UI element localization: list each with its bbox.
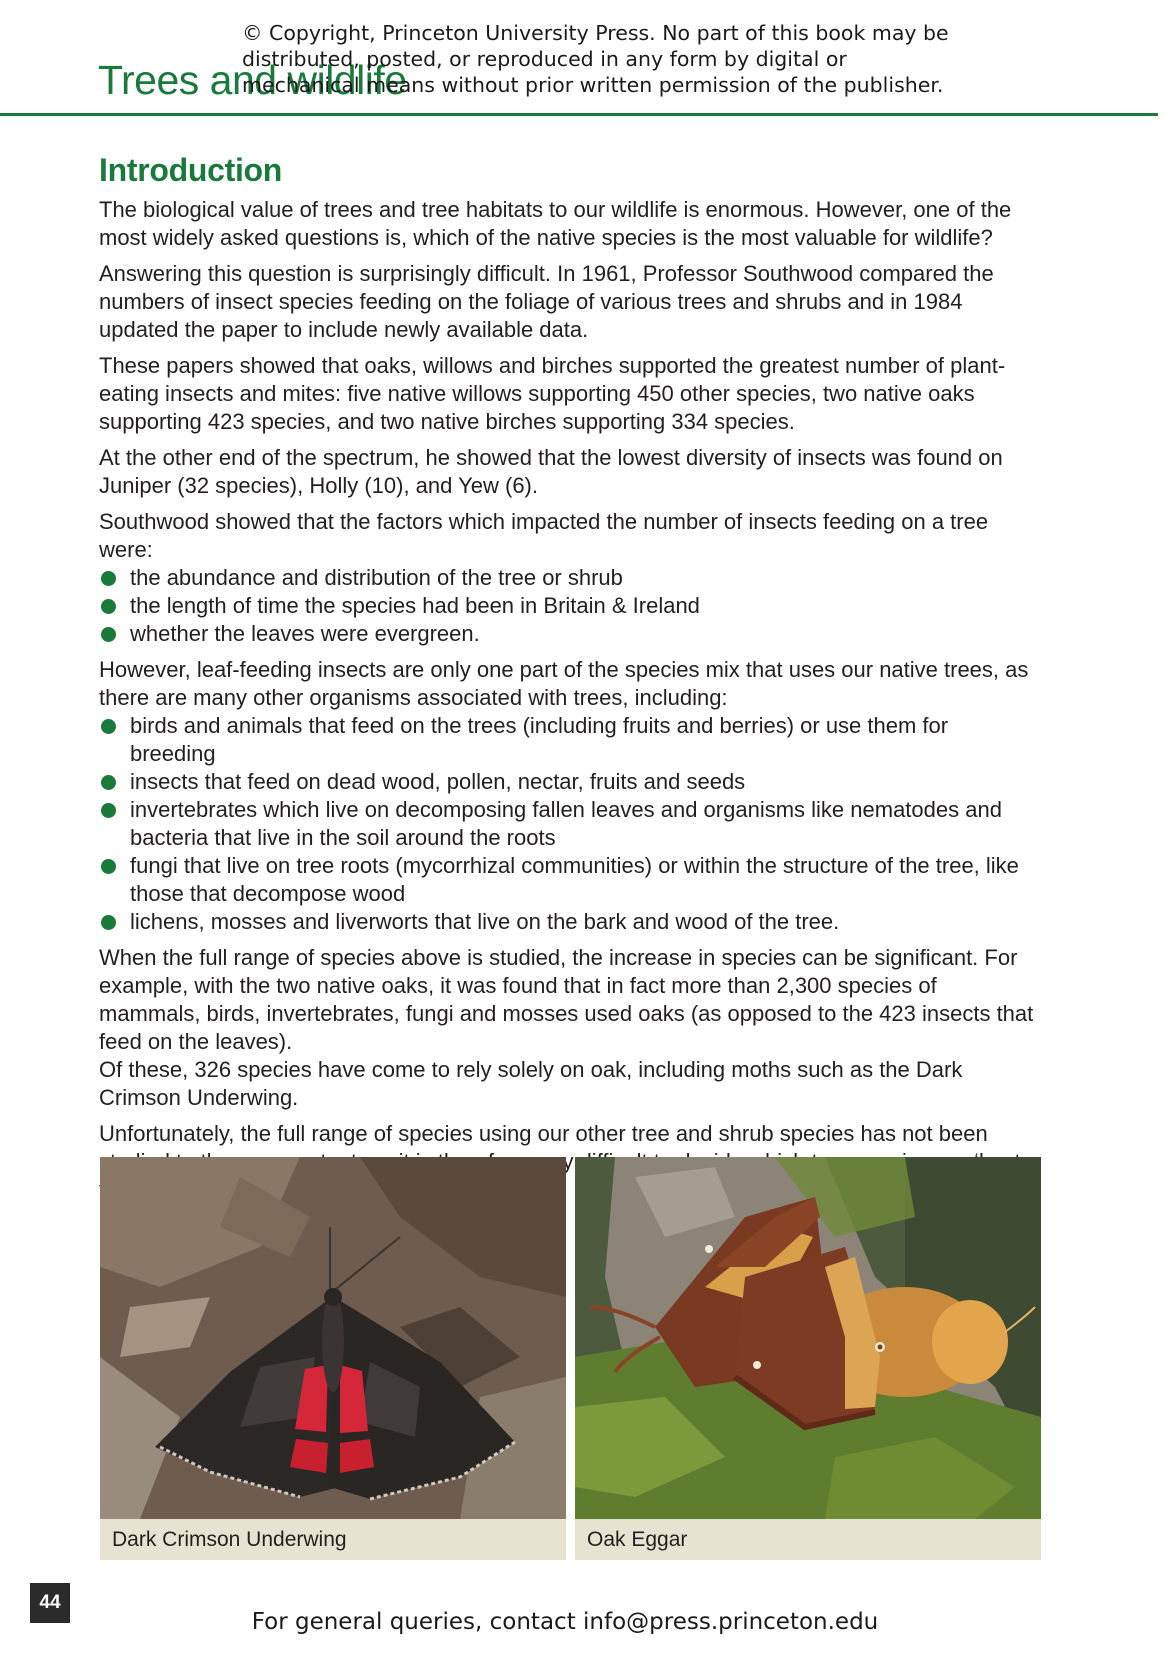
main-content [99, 150, 1039, 1212]
list-item-text: the length of time the species had been in Britain & Ireland [130, 593, 700, 618]
paragraph: However, leaf-feeding insects are only one part of the species mix that uses our native trees, as there are many other organisms associated with trees, including: [99, 657, 1029, 710]
page-number: 44 [30, 1583, 70, 1623]
paragraph: Unfortunately, the full range of species using our other tree and shrub species has not been [99, 1121, 988, 1146]
paragraph: Of these, 326 species have come to rely solely on oak, including moths such as the Dark Crimson Underwing. [99, 1057, 963, 1110]
bullet-icon [101, 627, 116, 642]
footer-contact: For general queries, contact info@press.princeton.edu [251, 1609, 879, 1635]
factors-list [99, 564, 1039, 648]
list-item-text: whether the leaves were evergreen. [130, 621, 480, 646]
bullet-icon [101, 571, 116, 586]
running-title: Trees and wildlife [98, 57, 407, 103]
section-heading: Introduction [99, 152, 283, 188]
list-item-text: insects that feed on dead wood, pollen, nectar, fruits and seeds [130, 769, 746, 794]
list-item [99, 768, 1039, 796]
paragraph: Southwood showed that the factors which impacted the number of insects feeding on a tree were: [99, 509, 989, 562]
bullet-icon [101, 803, 116, 818]
list-item [99, 712, 1039, 768]
bullet-icon [101, 915, 116, 930]
photo-dark-crimson-underwing [100, 1157, 566, 1560]
organisms-list [99, 712, 1039, 936]
bullet-icon [101, 719, 116, 734]
photo-caption: Dark Crimson Underwing [100, 1519, 566, 1560]
list-item [99, 852, 1039, 908]
copyright-notice: © Copyright, Princeton University Press. No part of this book may be distributed, posted, or reproduced in any form by digital or mechanical means without prior written permission of the publisher. [242, 21, 949, 97]
paragraph: At the other end of the spectrum, he showed that the lowest diversity of insects was found on Juniper (32 species), Holly (10), and Yew (6). [99, 445, 1003, 498]
bullet-icon [101, 775, 116, 790]
bullet-icon [101, 859, 116, 874]
oak-eggar-moth-image [575, 1157, 1041, 1519]
list-item-text: invertebrates which live on decomposing fallen leaves and organisms like nematodes and bacteria that live in the soil around the roots [130, 797, 1002, 850]
list-item-text: lichens, mosses and liverworts that live on the bark and wood of the tree. [130, 909, 840, 934]
list-item [99, 564, 1039, 592]
paragraph: These papers showed that oaks, willows and birches supported the greatest number of plant-eating insects and mites: five native willows supporting 450 other species, two native oaks supporting 423 species, and two native birches supporting 334 species. [99, 353, 1006, 434]
dark-crimson-underwing-moth-image [100, 1157, 566, 1519]
header-rule [0, 113, 1158, 116]
paragraph: When the full range of species above is studied, the increase in species can be significant. For example, with the two native oaks, it was found that in fact more than 2,300 species of mammals, birds, invertebrates, fungi and mosses used oaks (as opposed to the 423 insects that feed on the leaves). [99, 945, 1034, 1054]
list-item [99, 592, 1039, 620]
paragraph: The biological value of trees and tree habitats to our wildlife is enormous. However, one of the most widely asked questions is, which of the native species is the most valuable for wildlife? [99, 197, 1012, 250]
photo-caption: Oak Eggar [575, 1519, 1041, 1560]
list-item-text: the abundance and distribution of the tree or shrub [130, 565, 623, 590]
paragraph: Answering this question is surprisingly difficult. In 1961, Professor Southwood compared the numbers of insect species feeding on the foliage of various trees and shrubs and in 1984 updated the paper to include newly available data. [99, 261, 994, 342]
bullet-icon [101, 599, 116, 614]
list-item [99, 796, 1039, 852]
list-item-text: birds and animals that feed on the trees (including fruits and berries) or use them for breeding [130, 713, 949, 766]
list-item [99, 908, 1039, 936]
list-item-text: fungi that live on tree roots (mycorrhizal communities) or within the structure of the tree, like those that decompose wood [130, 853, 1019, 906]
photo-oak-eggar [575, 1157, 1041, 1560]
list-item [99, 620, 1039, 648]
